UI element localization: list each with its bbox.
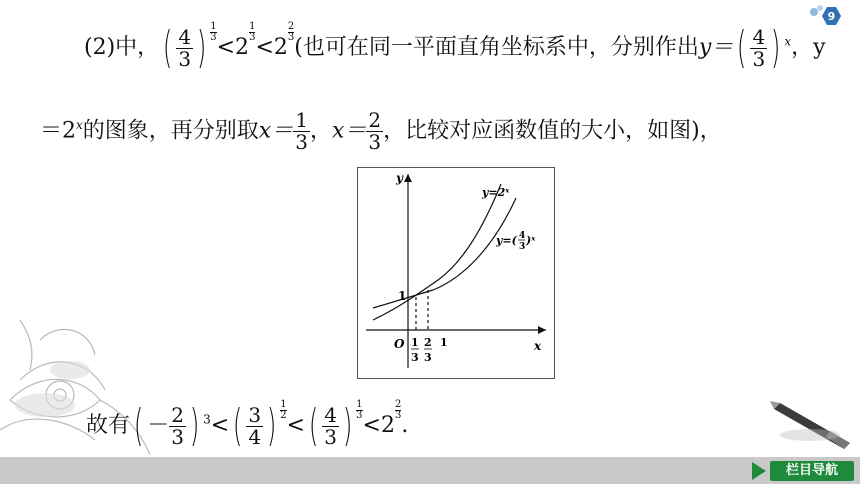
fraction-4-3: $\frac{4}{3}$ [178,24,192,71]
fraction-4-3-b: $\frac{4}{3}$ [752,24,766,71]
y-axis-label: y [396,171,403,185]
tick-1: 1 [440,336,448,349]
tick-1-3-num: 1 [411,336,419,349]
label-4-3-den: 3 [519,242,526,252]
tick-2-3-num: 2 [424,336,432,349]
fraction-3-4: $\frac{3}{4}$ [248,402,262,449]
fraction-2-3-neg: $\frac{2}{3}$ [171,402,184,449]
x-axis-label: x [534,339,542,353]
fraction-4-3-c: $\frac{4}{3}$ [324,402,337,449]
function-graph-figure [357,167,555,379]
exponent-1-3b: $\frac{1}{3}$ [249,21,256,43]
text-line-1: (2)中，( $\frac{4}{3}$ ) $\frac{1}{3}$ <2 $\frac{1}{3}$ <2 $\frac{2}{3}$ (也可在同一平面直角坐标系中，分别作出y＝( $\frac{4}{3}$ ) $^x$，y [84,21,826,73]
label-4-3-num: 4 [519,231,526,241]
footer-bar [0,457,860,484]
page-number: 9 [827,10,836,23]
graph-svg [358,168,554,378]
text-line-2: $=2^x$的图象，再分别取x＝ $\frac{1}{3}$ ，x＝ $\frac{2}{3}$ ，比较对应函数值的大小，如图)， [40,108,722,154]
line2-text1: 的图象，再分别取 [82,118,259,144]
conclusion-line: 故有( － $\frac{2}{3}$ ) $^3$<( $\frac{3}{4}$ ) $\frac{1}{2}$ <( $\frac{4}{3}$ ) $\frac{1}{3}$ <2 $\frac{2}{3}$ . [86,399,409,451]
pen-decoration [770,395,860,455]
origin-label: O [394,337,405,351]
curve-4-3-pow-x [373,198,516,308]
tick-1-3-den: 3 [411,351,419,364]
conclusion-lead: 故有 [86,413,131,438]
curve-2-pow-x [373,184,501,320]
fraction-2-3: $\frac{2}{3}$ [368,108,382,154]
section-nav-button[interactable]: 栏目导航 [770,461,854,481]
y-intercept-label: 1 [398,289,407,303]
nav-arrow-icon[interactable] [752,462,766,480]
line1-text: (也可在同一平面直角坐标系中，分别作出 [294,35,699,60]
exponent-1-3: $\frac{1}{3}$ [210,21,217,43]
fraction-1-3: $\frac{1}{3}$ [295,108,308,154]
tick-2-3-den: 3 [424,351,432,364]
line1-lead: (2)中， [84,35,160,60]
label-4-3-pow-x-suffix: )ˣ [526,234,536,247]
exponent-2-3: $\frac{2}{3}$ [287,21,295,43]
label-4-3-pow-x-prefix: y=( [496,234,517,247]
line2-text2: ，比较对应函数值的大小，如图)， [383,118,722,144]
label-2-pow-x: y=2ˣ [482,186,510,199]
